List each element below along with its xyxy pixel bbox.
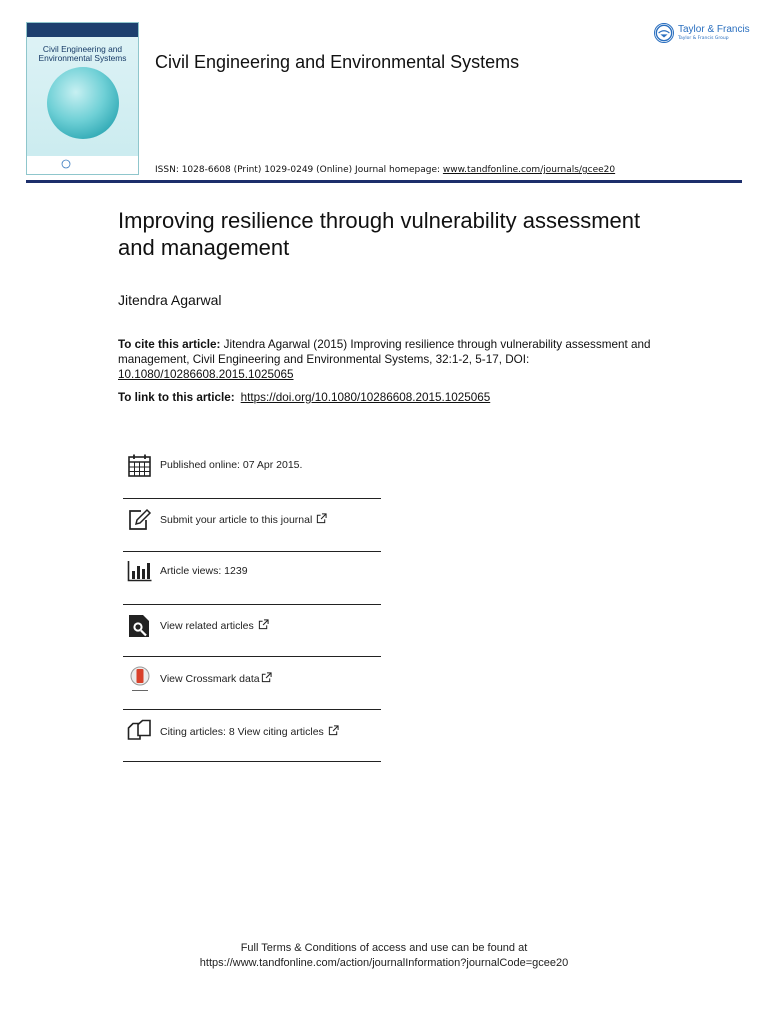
citing-documents-icon	[127, 719, 153, 745]
publisher-mark-icon	[61, 159, 71, 169]
issn-text: ISSN: 1028-6608 (Print) 1029-0249 (Online) Journal homepage:	[155, 165, 443, 175]
issn-line	[155, 165, 615, 175]
edit-icon	[127, 507, 153, 533]
cite-doi-link[interactable]: 10.1080/10286608.2015.1025065	[118, 368, 294, 381]
author-name: Jitendra Agarwal	[118, 292, 222, 308]
article-views-row	[123, 559, 381, 599]
crossmark-text: View Crossmark data	[160, 673, 260, 685]
footer	[0, 941, 768, 971]
bar-chart-icon	[127, 559, 153, 585]
publisher-logo[interactable]	[654, 23, 750, 45]
related-articles-text: View related articles	[160, 620, 254, 632]
link-line	[118, 391, 490, 404]
document-search-icon	[127, 613, 153, 639]
external-link-icon	[316, 513, 327, 524]
journal-name: Civil Engineering and Environmental Systems	[155, 52, 520, 72]
submit-article-text: Submit your article to this journal	[160, 514, 313, 526]
header-rule-thick	[26, 181, 742, 183]
crossmark-row[interactable]	[123, 666, 381, 706]
crossmark-link[interactable]	[160, 672, 272, 685]
cover-publisher-band	[27, 156, 138, 174]
globe-icon	[47, 67, 119, 139]
citation-block	[118, 337, 678, 382]
journal-homepage-link[interactable]: www.tandfonline.com/journals/gcee20	[442, 165, 616, 175]
divider	[123, 709, 381, 710]
published-online-row	[123, 453, 381, 493]
article-title: Improving resilience through vulnerability assessment and management	[118, 208, 641, 260]
calendar-icon	[127, 453, 153, 479]
external-link-icon	[328, 725, 339, 736]
cover-top-band	[27, 23, 138, 37]
divider	[123, 761, 381, 762]
cite-label: To cite this article:	[118, 338, 221, 351]
cover-journal-title: Civil Engineering and Environmental Systems	[38, 44, 127, 63]
external-link-icon	[261, 672, 272, 683]
publisher-group: Taylor & Francis Group	[678, 36, 729, 41]
link-label: To link to this article:	[118, 391, 235, 404]
citing-articles-link[interactable]	[160, 725, 339, 738]
publisher-name: Taylor & Francis	[678, 24, 750, 35]
citing-articles-row[interactable]	[123, 719, 381, 759]
citing-articles-text: Citing articles: 8 View citing articles	[160, 726, 324, 738]
cite-text: Jitendra Agarwal (2015) Improving resilience through vulnerability assessment and management, Civil Engineering and Environmental Systems, 32:1-2, 5-17, DOI:	[118, 338, 651, 366]
taylor-francis-icon	[654, 23, 674, 43]
external-link-icon	[258, 619, 269, 630]
submit-article-link[interactable]	[160, 513, 327, 526]
footer-terms-link[interactable]: https://www.tandfonline.com/action/journalInformation?journalCode=gcee20	[199, 957, 569, 969]
footer-terms-text: Full Terms & Conditions of access and use can be found at	[240, 942, 528, 954]
divider	[123, 551, 381, 552]
submit-article-row[interactable]	[123, 507, 381, 547]
divider	[123, 604, 381, 605]
divider	[123, 498, 381, 499]
doi-link[interactable]: https://doi.org/10.1080/10286608.2015.1025065	[240, 391, 491, 404]
article-views-text: Article views: 1239	[160, 565, 248, 577]
crossmark-icon	[127, 666, 153, 692]
journal-cover-image	[26, 22, 139, 175]
divider	[123, 656, 381, 657]
related-articles-row[interactable]	[123, 613, 381, 653]
related-articles-link[interactable]	[160, 619, 269, 632]
published-online-text: Published online: 07 Apr 2015.	[160, 459, 303, 471]
